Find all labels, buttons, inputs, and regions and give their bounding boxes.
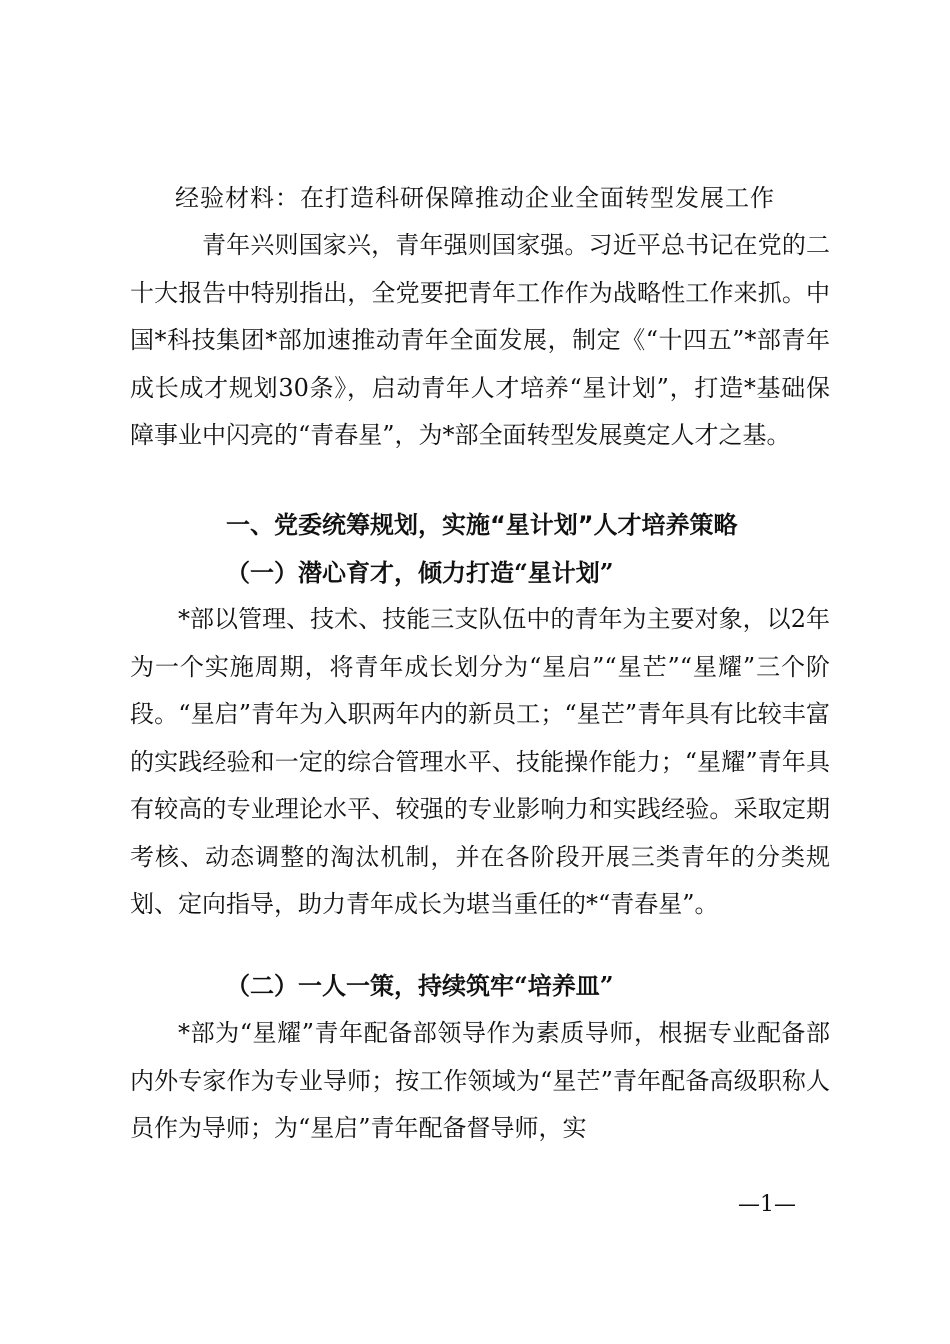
- subsection-2-heading: （二）一人一策，持续筑牢“培养皿”: [226, 971, 614, 1000]
- subsection-1-paragraph: *部以管理、技术、技能三支队伍中的青年为主要对象，以2年为一个实施周期，将青年成长划分为“星启”“星芒”“星耀”三个阶段。“星启”青年为入职两年内的新员工；“星芒”青年具有比较丰富的实践经验和一定的综合管理水平、技能操作能力；“星耀”青年具有较高的专业理论水平、较强的专业影响力和实践经验。采取定期考核、动态调整的淘汰机制，并在各阶段开展三类青年的分类规划、定向指导，助力青年成长为堪当重任的*“青春星”。: [130, 605, 830, 918]
- page-number: —1—: [738, 1192, 796, 1217]
- section-1-heading: 一、党委统筹规划，实施“星计划”人才培养策略: [226, 511, 738, 539]
- subsection-2-paragraph: *部为“星耀”青年配备部领导作为素质导师，根据专业配备部内外专家作为专业导师；按工作领域为“星芒”青年配备高级职称人员作为导师；为“星启”青年配备督导师，实: [130, 1019, 830, 1142]
- subsection-1-heading: （一）潜心育才，倾力打造“星计划”: [226, 558, 614, 587]
- intro-paragraph: 青年兴则国家兴，青年强则国家强。习近平总书记在党的二十大报告中特别指出，全党要把青年工作作为战略性工作来抓。中国*科技集团*部加速推动青年全面发展，制定《“十四五”*部青年成长成才规划30条》，启动青年人才培养“星计划”，打造*基础保障事业中闪亮的“青春星”，为*部全面转型发展奠定人才之基。: [130, 231, 830, 449]
- document-title: 经验材料：在打造科研保障推动企业全面转型发展工作: [175, 184, 775, 212]
